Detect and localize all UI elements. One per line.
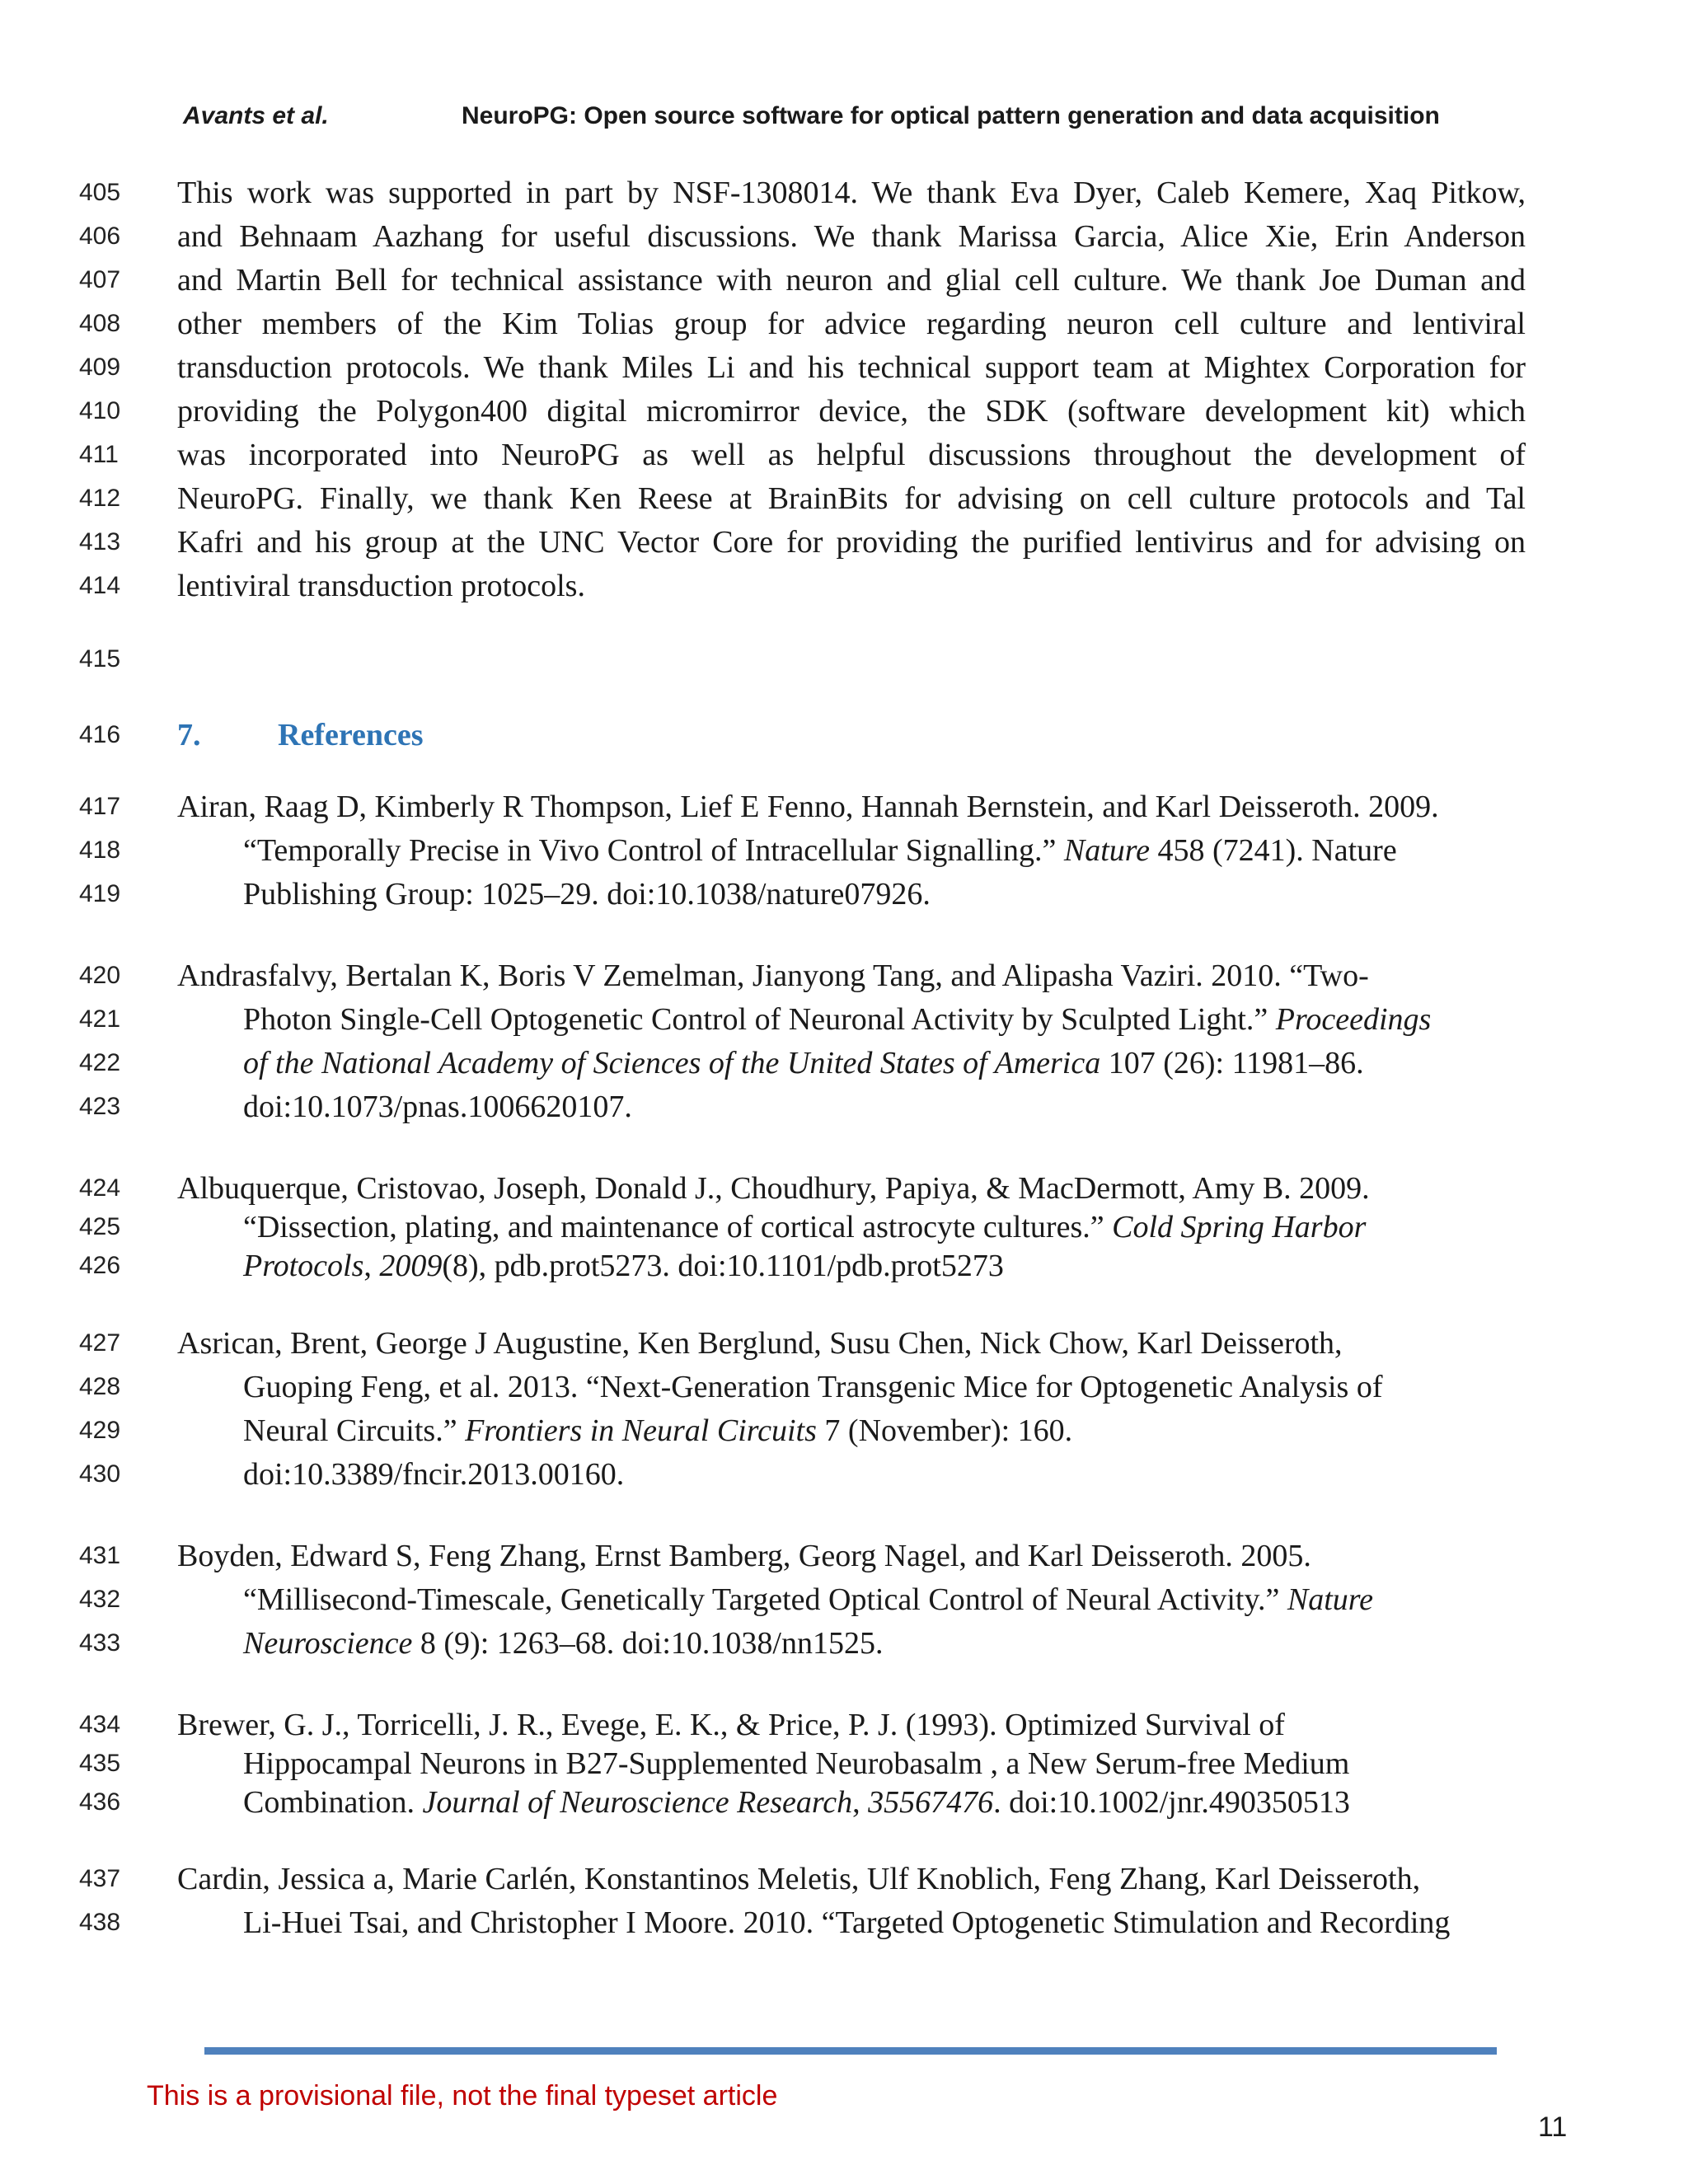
line-number: 414 <box>79 572 121 599</box>
blank-line <box>0 640 1688 679</box>
line-number: 425 <box>79 1213 121 1240</box>
line-number: 430 <box>79 1460 121 1488</box>
line-number: 422 <box>79 1049 121 1076</box>
reference-text: Publishing Group: 1025–29. doi:10.1038/nature07926. <box>243 877 931 912</box>
footer-rule <box>204 2047 1497 2055</box>
line-number: 426 <box>79 1252 121 1279</box>
reference-line <box>0 1246 1688 1286</box>
reference-text: doi:10.3389/fncir.2013.00160. <box>243 1457 625 1492</box>
line-number: 418 <box>79 837 121 864</box>
header-title: NeuroPG: Open source software for optical pattern generation and data acquisition <box>462 102 1440 129</box>
text-line <box>0 173 1688 213</box>
reference-line <box>0 1624 1688 1663</box>
text-line <box>0 391 1688 431</box>
text-line <box>0 348 1688 387</box>
reference-line <box>0 787 1688 827</box>
line-number: 420 <box>79 962 121 989</box>
text-line <box>0 479 1688 518</box>
line-number: 427 <box>79 1329 121 1357</box>
section-heading <box>0 715 1688 755</box>
reference-text: Asrican, Brent, George J Augustine, Ken Berglund, Susu Chen, Nick Chow, Karl Deisseroth, <box>177 1326 1343 1361</box>
reference-line <box>0 1903 1688 1943</box>
ack-text: was incorporated into NeuroPG as well as helpful discussions throughout the development of <box>177 438 1526 472</box>
ack-text: NeuroPG. Finally, we thank Ken Reese at BrainBits for advising on cell culture protocols and Tal <box>177 481 1526 516</box>
text-line <box>0 304 1688 344</box>
line-number: 433 <box>79 1629 121 1657</box>
line-number: 410 <box>79 397 121 424</box>
reference-text: “Temporally Precise in Vivo Control of Intracellular Signalling.” Nature 458 (7241). Nature <box>243 833 1397 868</box>
line-number: 407 <box>79 266 121 293</box>
line-number: 431 <box>79 1542 121 1569</box>
line-number: 436 <box>79 1788 121 1816</box>
reference-text: Combination. Journal of Neuroscience Research, 35567476. doi:10.1002/jnr.490350513 <box>243 1785 1350 1820</box>
line-number: 412 <box>79 485 121 512</box>
text-line <box>0 260 1688 300</box>
reference-line <box>0 1859 1688 1899</box>
line-number: 411 <box>79 441 119 468</box>
ack-text: other members of the Kim Tolias group for advice regarding neuron cell culture and lentiviral <box>177 307 1526 341</box>
line-number: 419 <box>79 880 121 907</box>
reference-line <box>0 1580 1688 1619</box>
line-number: 429 <box>79 1417 121 1444</box>
text-line <box>0 523 1688 562</box>
text-line <box>0 435 1688 475</box>
line-number: 423 <box>79 1093 121 1120</box>
reference-text: doi:10.1073/pnas.1006620107. <box>243 1090 632 1124</box>
line-number: 405 <box>79 179 121 206</box>
reference-text: Neuroscience 8 (9): 1263–68. doi:10.1038/nn1525. <box>243 1626 884 1661</box>
reference-text: Guoping Feng, et al. 2013. “Next-Generation Transgenic Mice for Optogenetic Analysis of <box>243 1370 1383 1404</box>
line-number: 424 <box>79 1174 121 1202</box>
line-number: 409 <box>79 354 121 381</box>
reference-line <box>0 1783 1688 1822</box>
reference-text: Brewer, G. J., Torricelli, J. R., Evege, E. K., & Price, P. J. (1993). Optimized Survival of <box>177 1708 1285 1742</box>
text-line <box>0 217 1688 256</box>
line-number: 438 <box>79 1909 121 1936</box>
section-number: 7. <box>177 718 201 752</box>
reference-text: Protocols, 2009(8), pdb.prot5273. doi:10.1101/pdb.prot5273 <box>243 1249 1004 1283</box>
reference-line <box>0 1324 1688 1363</box>
running-header <box>0 102 1688 138</box>
line-number: 421 <box>79 1005 121 1033</box>
reference-line <box>0 1411 1688 1451</box>
line-number: 428 <box>79 1373 121 1400</box>
ack-text: and Martin Bell for technical assistance with neuron and glial cell culture. We thank Joe Duman and <box>177 263 1526 298</box>
ack-text: and Behnaam Aazhang for useful discussions. We thank Marissa Garcia, Alice Xie, Erin Anderson <box>177 219 1526 254</box>
page-number: 11 <box>1538 2111 1568 2143</box>
ack-text: transduction protocols. We thank Miles Li and his technical support team at Mightex Corporation for <box>177 350 1526 385</box>
ack-text: This work was supported in part by NSF-1308014. We thank Eva Dyer, Caleb Kemere, Xaq Pitkow, <box>177 176 1526 210</box>
ack-text: providing the Polygon400 digital micromirror device, the SDK (software development kit) which <box>177 394 1526 429</box>
reference-line <box>0 1705 1688 1745</box>
line-number: 406 <box>79 223 121 250</box>
reference-text: Neural Circuits.” Frontiers in Neural Circuits 7 (November): 160. <box>243 1413 1073 1448</box>
reference-line <box>0 1367 1688 1407</box>
reference-line <box>0 1455 1688 1494</box>
reference-line <box>0 1207 1688 1247</box>
line-number: 434 <box>79 1711 121 1738</box>
reference-text: Photon Single-Cell Optogenetic Control of Neuronal Activity by Sculpted Light.” Proceedings <box>243 1002 1432 1037</box>
line-number: 415 <box>79 645 121 673</box>
reference-line <box>0 1087 1688 1127</box>
reference-line <box>0 874 1688 914</box>
reference-line <box>0 956 1688 996</box>
line-number: 408 <box>79 310 121 337</box>
line-number: 435 <box>79 1750 121 1777</box>
reference-text: Albuquerque, Cristovao, Joseph, Donald J., Choudhury, Papiya, & MacDermott, Amy B. 2009. <box>177 1171 1370 1206</box>
reference-text: Li-Huei Tsai, and Christopher I Moore. 2010. “Targeted Optogenetic Stimulation and Recording <box>243 1905 1451 1940</box>
section-title: References <box>278 718 424 752</box>
reference-line <box>0 831 1688 870</box>
reference-text: Airan, Raag D, Kimberly R Thompson, Lief E Fenno, Hannah Bernstein, and Karl Deisseroth. 2009. <box>177 790 1439 824</box>
ack-text: lentiviral transduction protocols. <box>177 569 585 603</box>
reference-line <box>0 1000 1688 1039</box>
reference-line <box>0 1744 1688 1783</box>
reference-line <box>0 1169 1688 1208</box>
reference-text: Hippocampal Neurons in B27-Supplemented Neurobasalm , a New Serum-free Medium <box>243 1746 1350 1781</box>
ack-text: Kafri and his group at the UNC Vector Core for providing the purified lentivirus and for advising on <box>177 525 1526 560</box>
reference-text: Andrasfalvy, Bertalan K, Boris V Zemelman, Jianyong Tang, and Alipasha Vaziri. 2010. “Two- <box>177 958 1369 993</box>
line-number: 413 <box>79 528 121 555</box>
line-number: 417 <box>79 793 121 820</box>
line-number: 432 <box>79 1586 121 1613</box>
reference-line <box>0 1043 1688 1083</box>
provisional-notice: This is a provisional file, not the final typeset article <box>147 2080 778 2111</box>
reference-text: “Millisecond-Timescale, Genetically Targeted Optical Control of Neural Activity.” Nature <box>243 1582 1373 1617</box>
reference-text: “Dissection, plating, and maintenance of cortical astrocyte cultures.” Cold Spring Harbor <box>243 1210 1367 1244</box>
line-number: 437 <box>79 1865 121 1892</box>
reference-line <box>0 1536 1688 1576</box>
reference-text: Cardin, Jessica a, Marie Carlén, Konstantinos Meletis, Ulf Knoblich, Feng Zhang, Karl Deisseroth, <box>177 1862 1421 1896</box>
line-number: 416 <box>79 721 121 748</box>
reference-text: of the National Academy of Sciences of the United States of America 107 (26): 11981–86. <box>243 1046 1364 1080</box>
text-line <box>0 566 1688 606</box>
header-authors: Avants et al. <box>183 102 329 129</box>
reference-text: Boyden, Edward S, Feng Zhang, Ernst Bamberg, Georg Nagel, and Karl Deisseroth. 2005. <box>177 1539 1311 1573</box>
